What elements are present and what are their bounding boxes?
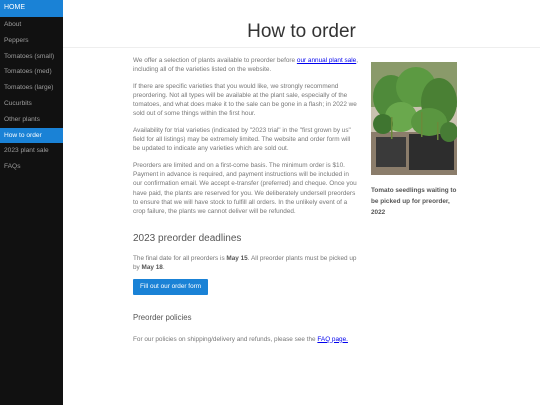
sidebar-item-other-plants[interactable]: Other plants	[4, 115, 40, 123]
sidebar-item-plant-sale[interactable]: 2023 plant sale	[4, 147, 49, 155]
sidebar-nav	[0, 0, 63, 405]
sidebar-item-tomatoes-med[interactable]: Tomatoes (med)	[4, 68, 52, 76]
plant-sale-link[interactable]: our annual plant sale	[296, 57, 357, 64]
deadline-date-preorder: May 15	[226, 254, 248, 262]
deadline-text-1: The final date for all preorders is	[133, 254, 227, 262]
order-form-button[interactable]: Fill out our order form	[133, 279, 208, 295]
figure-caption: Tomato seedlings waiting to be picked up for preorder, 2022	[371, 187, 457, 216]
seedlings-figure	[371, 62, 457, 218]
sidebar-item-faqs[interactable]: FAQs	[4, 163, 21, 171]
sidebar-item-tomatoes-small[interactable]: Tomatoes (small)	[4, 52, 55, 60]
sidebar-item-how-to-order[interactable]: How to order	[0, 128, 63, 144]
deadline-text-2: . All preorder plants must be picked up by	[133, 254, 357, 272]
policies-paragraph	[133, 335, 358, 344]
page-title: How to order	[247, 21, 356, 42]
main-content	[133, 56, 358, 351]
intro-paragraph	[133, 56, 358, 75]
deadlines-heading: 2023 preorder deadlines	[133, 233, 242, 245]
sidebar-item-peppers[interactable]: Peppers	[4, 36, 29, 44]
recommend-paragraph: If there are specific varieties that you would like, we strongly recommend preordering. Not all types will be available at the plant sale, especially of the tomatoes, and what does make it to the sale can be gone in a flash; in 2022 we sold out of some things within the first hour.	[133, 82, 357, 118]
sidebar-item-tomatoes-large[interactable]: Tomatoes (large)	[4, 84, 54, 92]
policies-heading: Preorder policies	[133, 313, 192, 323]
terms-paragraph: Preorders are limited and on a first-come basis. The minimum order is $10. Payment in advance is required, and payment instructions will be included in our confirmation email. We accept e-transfer (preferred) and cheque. Once you have paid, the plants are reserved for you. We deliberately undersell preorders to ensure that we will have stock to fulfill all orders. In the unlikely event of a crop failure, the plants we cannot deliver will be refunded.	[133, 161, 357, 216]
faq-link[interactable]: FAQ page.	[317, 335, 348, 343]
availability-paragraph: Availability for trial varieties (indicated by "2023 trial" in the "first grown by us" field for all listings) may be extremely limited. The website and order form will be updated to indicate any varieties which are sold out.	[133, 126, 351, 153]
seedlings-photo	[371, 62, 457, 175]
deadline-date-pickup: May 18	[141, 264, 163, 272]
sidebar-item-cucurbits[interactable]: Cucurbits	[4, 99, 32, 107]
intro-text-end: , including all of the varieties listed on the website.	[133, 57, 359, 74]
intro-text-start: We offer a selection of plants available to preorder before	[133, 57, 297, 64]
sidebar-item-about[interactable]: About	[4, 21, 22, 28]
deadlines-paragraph	[133, 254, 358, 273]
deadline-text-3: .	[162, 264, 165, 272]
page-header	[63, 0, 540, 48]
sidebar-item-home[interactable]: HOME	[0, 0, 63, 17]
policies-text: For our policies on shipping/delivery and refunds, please see the	[133, 335, 318, 343]
